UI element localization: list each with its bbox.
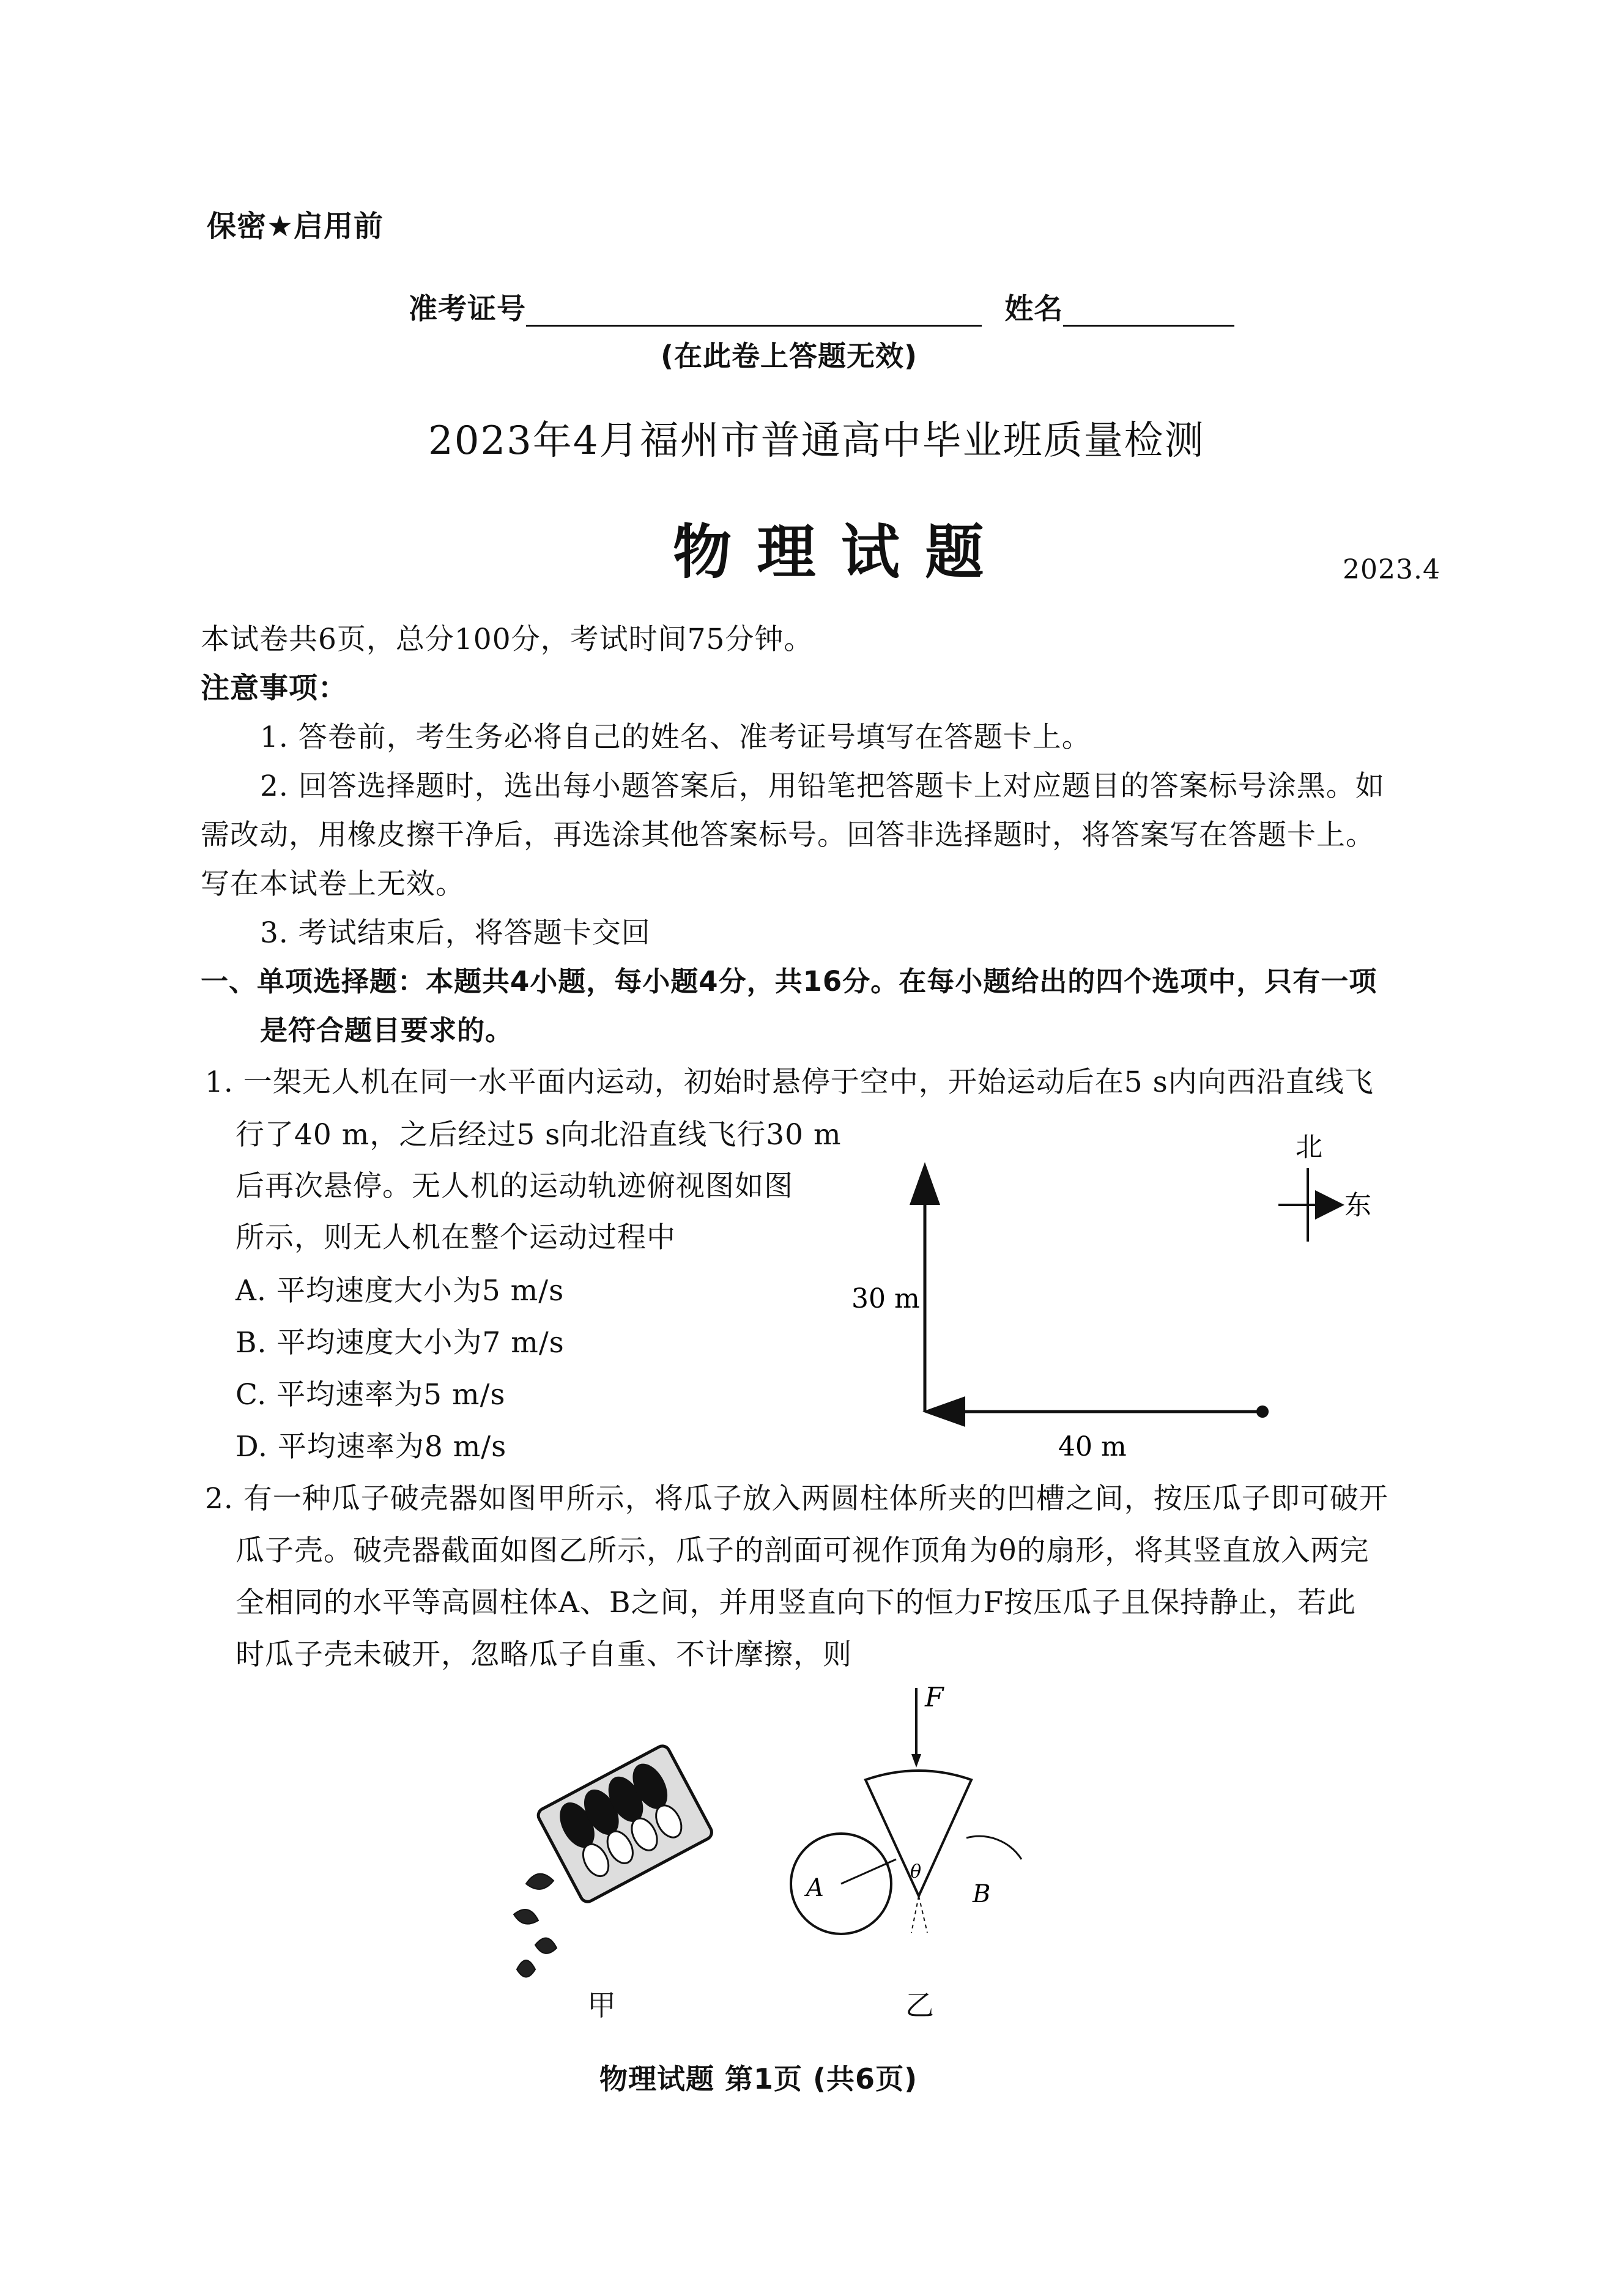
angle-label: θ (910, 1861, 922, 1883)
exam-id-label: 准考证号 (409, 292, 526, 326)
exam-date: 2023.4 (1343, 554, 1440, 585)
q1-option-d: D. 平均速率为8 m/s (235, 1430, 507, 1464)
name-blank (1063, 298, 1234, 327)
q1-line-1: 1. 一架无人机在同一水平面内运动，初始时悬停于空中，开始运动后在5 s内向西沿直线飞 (205, 1065, 1374, 1099)
point-a-label: A (806, 1874, 824, 1902)
q2-line-4: 时瓜子壳未破开，忽略瓜子自重、不计摩擦，则 (235, 1638, 852, 1672)
seed-cracker-photo (489, 1700, 758, 2006)
note-2-line-1: 2. 回答选择题时，选出每小题答案后，用铅笔把答题卡上对应题目的答案标号涂黑。如 (260, 769, 1385, 803)
north-label: 北 (1296, 1131, 1322, 1163)
note-3: 3. 考试结束后，将答题卡交回 (260, 916, 651, 950)
page-footer: 物理试题 第1页 (共6页) (599, 2062, 918, 2095)
invalid-note: (在此卷上答题无效) (661, 339, 918, 372)
east-label: 东 (1344, 1190, 1371, 1221)
note-1: 1. 答卷前，考生务必将自己的姓名、准考证号填写在答题卡上。 (260, 720, 1091, 754)
section1-heading-line-2: 是符合题目要求的。 (260, 1014, 514, 1046)
horizontal-distance-label: 40 m (1058, 1431, 1127, 1462)
force-label: F (925, 1682, 944, 1713)
q2-line-3: 全相同的水平等高圆柱体A、B之间，并用竖直向下的恒力F按压瓜子且保持静止，若此 (235, 1586, 1357, 1620)
note-2-line-3: 写在本试卷上无效。 (201, 867, 465, 901)
cross-section-figure (783, 1676, 1040, 1969)
q1-line-4: 所示，则无人机在整个运动过程中 (235, 1221, 676, 1254)
exam-title: 2023年4月福州市普通高中毕业班质量检测 (428, 418, 1205, 464)
note-2-line-2: 需改动，用橡皮擦干净后，再选涂其他答案标号。回答非选择题时，将答案写在答题卡上。 (201, 818, 1375, 852)
q2-line-1: 2. 有一种瓜子破壳器如图甲所示，将瓜子放入两圆柱体所夹的凹槽之间，按压瓜子即可破开 (205, 1482, 1389, 1516)
start-point (1256, 1405, 1269, 1418)
notes-heading: 注意事项： (201, 672, 347, 705)
exam-info: 本试卷共6页，总分100分，考试时间75分钟。 (201, 623, 814, 656)
q1-trajectory-figure (826, 1101, 1437, 1468)
q1-option-b: B. 平均速度大小为7 m/s (235, 1326, 565, 1360)
figure-yi-label: 乙 (905, 1989, 935, 2023)
q1-line-3: 后再次悬停。无人机的运动轨迹俯视图如图 (235, 1169, 793, 1203)
q1-option-a: A. 平均速度大小为5 m/s (235, 1274, 565, 1308)
name-label: 姓名 (1004, 292, 1064, 326)
q1-line-2: 行了40 m，之后经过5 s向北沿直线飞行30 m (235, 1118, 842, 1152)
exam-id-field (409, 292, 1234, 327)
subject-title: 物 理 试 题 (673, 518, 987, 587)
section1-heading-line-1: 一、单项选择题：本题共4小题，每小题4分，共16分。在每小题给出的四个选项中，只有一项 (201, 965, 1377, 998)
q1-option-c: C. 平均速率为5 m/s (235, 1378, 506, 1412)
cylinder-b-arc (966, 1836, 1021, 1859)
exam-id-blank (526, 298, 982, 327)
point-b-label: B (973, 1880, 991, 1908)
secrecy-label: 保密★启用前 (207, 209, 384, 243)
figure-jia-label: 甲 (587, 1989, 617, 2023)
q2-line-2: 瓜子壳。破壳器截面如图乙所示，瓜子的剖面可视作顶角为θ的扇形，将其竖直放入两完 (235, 1534, 1370, 1568)
vertical-distance-label: 30 m (851, 1283, 920, 1314)
